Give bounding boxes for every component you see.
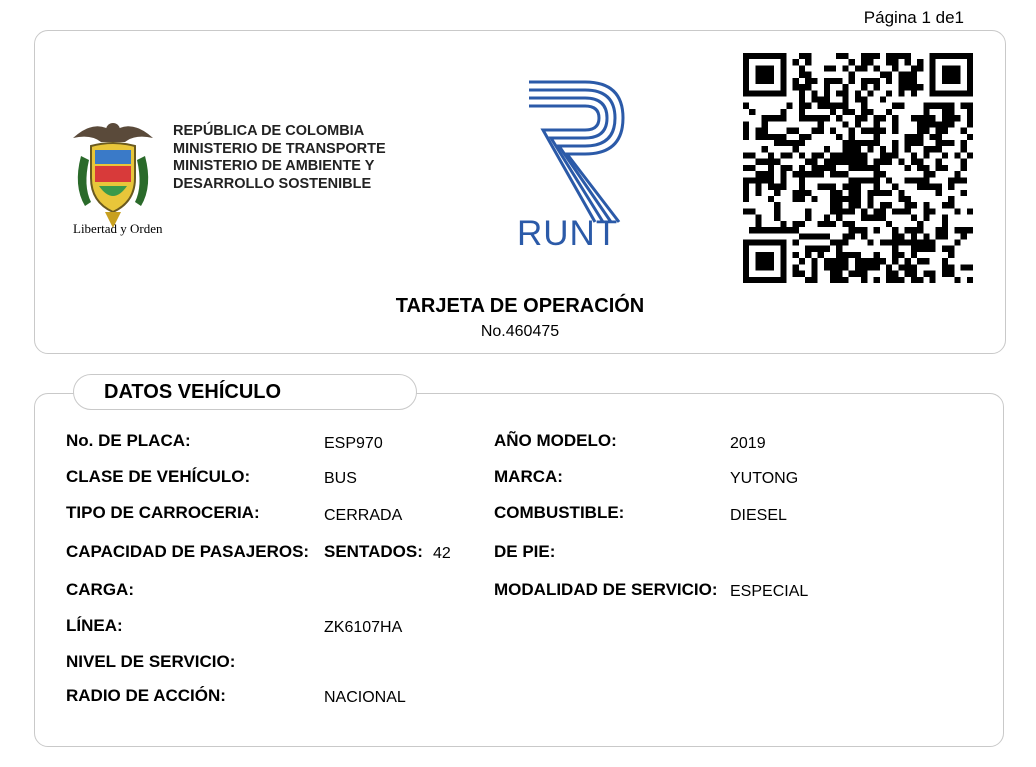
marca-value: YUTONG (730, 470, 799, 487)
modelo-value: 2019 (730, 435, 766, 452)
header-card (34, 30, 1006, 354)
depie-label: DE PIE: (494, 542, 556, 561)
gov-line: DESARROLLO SOSTENIBLE (173, 175, 372, 192)
placa-value: ESP970 (324, 435, 383, 452)
nivel-label: NIVEL DE SERVICIO: (66, 652, 236, 671)
combustible-value: DIESEL (730, 507, 787, 524)
carroceria-value: CERRADA (324, 507, 403, 524)
gov-line: MINISTERIO DE AMBIENTE Y (173, 158, 375, 174)
marca-label: MARCA: (494, 467, 563, 486)
clase-label: CLASE DE VEHÍCULO: (66, 467, 251, 486)
document-title: TARJETA DE OPERACIÓN (395, 295, 645, 317)
runt-logo-text: RUNT (517, 214, 619, 253)
carroceria-label: TIPO DE CARROCERIA: (66, 503, 260, 522)
modelo-label: AÑO MODELO: (494, 431, 617, 450)
sentados-label: SENTADOS: (324, 542, 423, 561)
radio-value: NACIONAL (324, 689, 406, 706)
coat-motto: Libertad y Orden (73, 221, 163, 236)
section-tab (73, 374, 417, 410)
combustible-label: COMBUSTIBLE: (494, 503, 625, 522)
carga-label: CARGA: (66, 580, 134, 599)
linea-label: LÍNEA: (66, 616, 123, 635)
capacidad-label: CAPACIDAD DE PASAJEROS: (66, 542, 310, 561)
modalidad-value: ESPECIAL (730, 583, 809, 600)
section-title: DATOS VEHÍCULO (104, 381, 282, 403)
linea-value: ZK6107HA (324, 619, 403, 636)
gov-line: MINISTERIO DE TRANSPORTE (173, 140, 386, 157)
government-heading (173, 123, 386, 193)
radio-label: RADIO DE ACCIÓN: (66, 686, 226, 705)
document-number: No.460475 (480, 323, 560, 340)
coat-of-arms-icon (65, 116, 161, 236)
clase-value: BUS (324, 470, 357, 487)
qr-code-icon (743, 53, 973, 283)
modalidad-label: MODALIDAD DE SERVICIO: (494, 580, 718, 599)
gov-line: REPÚBLICA DE COLOMBIA (173, 123, 365, 139)
page-indicator: Página 1 de1 (863, 8, 964, 27)
sentados-value: 42 (433, 545, 451, 562)
placa-label: No. DE PLACA: (66, 431, 191, 450)
